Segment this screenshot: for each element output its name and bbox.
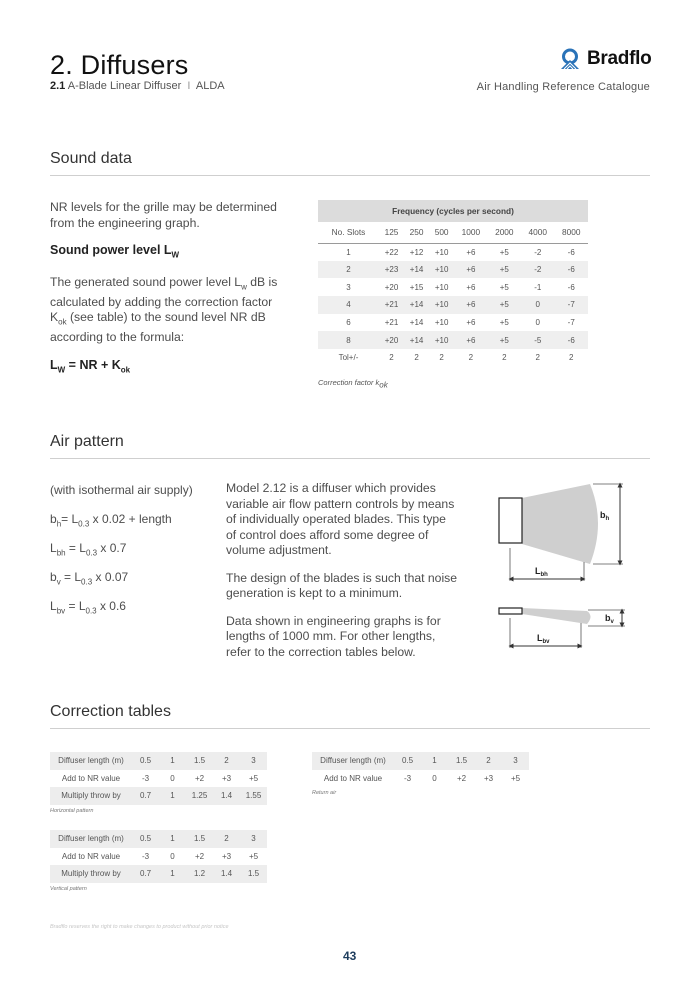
- vertical-pattern-block: [50, 830, 267, 892]
- vertical-caption: Vertical pattern: [50, 885, 87, 892]
- table-row: 1 +22 +12 +10 +6 +5 -2 -6: [346, 247, 575, 257]
- subtitle-code: ALDA: [195, 80, 225, 92]
- formula-lbv: $L_{bv} = L_{0.3}$ x 0.6: [50, 599, 126, 616]
- table-row: 6 +21 +14 +10 +6 +5 0 -7: [346, 318, 575, 328]
- page-number: 43: [343, 949, 357, 963]
- subtitle-number: 2.1: [50, 80, 66, 92]
- diffuser-face-icon: [499, 498, 522, 543]
- return-air-correction-table: [312, 752, 529, 787]
- table-row: 3 +20 +15 +10 +6 +5 -1 -6: [346, 282, 575, 292]
- diffuser-side-icon: [499, 608, 522, 614]
- horizontal-correction-table: [50, 752, 267, 805]
- table-caption: Correction factor $k_{ok}$: [318, 378, 388, 390]
- table-row: Add to NR value -3 0 +2 +3 +5: [61, 773, 259, 783]
- table-row: Add to NR value -3 0 +2 +3 +5: [323, 773, 521, 783]
- table-row: Add to NR value -3 0 +2 +3 +5: [61, 851, 259, 861]
- isothermal-note: (with isothermal air supply): [50, 483, 193, 497]
- air-paragraph-1: Model 2.12 is a diffuser which provides variable air flow pattern controls by means of individually operated blades. This type of control does afford some degree of volume adjustment.: [226, 481, 455, 557]
- section-heading-air-pattern: Air pattern: [50, 433, 650, 459]
- air-pattern-formulas: [50, 483, 193, 628]
- table-row: Multiply throw by 0.7 1 1.25 1.4 1.55: [50, 787, 267, 805]
- formula-lbh: $L_{bh} = L_{0.3}$ x 0.7: [50, 541, 127, 558]
- table-row: Diffuser length (m) 0.5 1 1.5 2 3: [50, 830, 267, 848]
- sound-text-block: [50, 200, 285, 390]
- table-row: Diffuser length (m) 0.5 1 1.5 2 3: [50, 752, 267, 770]
- disclaimer-footnote: Bradflo reserves the right to make changes to product without prior notice: [50, 924, 229, 930]
- brand-logo: [559, 48, 651, 70]
- section-heading-correction-tables: Correction tables: [50, 703, 650, 729]
- vertical-correction-table: [50, 830, 267, 883]
- table-row: Diffuser length (m) 0.5 1 1.5 2 3: [312, 752, 529, 770]
- page-subtitle: [50, 80, 225, 92]
- horizontal-pattern-block: [50, 752, 267, 814]
- return-air-caption: Return air: [312, 790, 337, 796]
- frequency-group-header: Frequency (cycles per second): [318, 200, 588, 222]
- sound-power-heading: Sound power level $L_W$: [50, 243, 180, 260]
- return-air-block: [312, 752, 529, 796]
- formula-bv: $b_v = L_{0.3}$ x 0.07: [50, 570, 129, 587]
- catalogue-title: Air Handling Reference Catalogue: [476, 81, 650, 93]
- bradflo-logo-icon: [559, 48, 581, 70]
- air-paragraph-2: The design of the blades is such that noise generation is kept to a minimum.: [226, 570, 458, 600]
- lbh-label: $L_{bh}$: [535, 566, 548, 578]
- table-header-row: No. Slots 125 250 500 1000 2000 4000 8000: [318, 222, 588, 243]
- formula-bh: $b_h= L_{0.3}$ x 0.02 + length: [50, 512, 172, 529]
- table-row: 8 +20 +14 +10 +6 +5 -5 -6: [318, 331, 588, 349]
- table-row-tolerance: Tol+/- 2 2 2 2 2 2 2: [338, 353, 574, 363]
- air-paragraph-3: Data shown in engineering graphs is for lengths of 1000 mm. For other lengths, refer to the correction tables below.: [226, 613, 441, 659]
- frequency-correction-table: [318, 200, 588, 367]
- table-row: 2 +23 +14 +10 +6 +5 -2 -6: [318, 261, 588, 279]
- subtitle-text: A-Blade Linear Diffuser: [67, 80, 182, 92]
- bh-label: $b_h$: [600, 510, 610, 522]
- lbv-label: $L_{bv}$: [537, 633, 550, 645]
- vertical-throw-shape: [522, 608, 591, 624]
- bv-label: $b_v$: [605, 613, 614, 625]
- air-pattern-description: [226, 481, 458, 672]
- sound-intro: NR levels for the grille may be determined from the engineering graph.: [50, 200, 277, 230]
- table-row: 4 +21 +14 +10 +6 +5 0 -7: [318, 296, 588, 314]
- subtitle-separator: I: [187, 80, 191, 92]
- horizontal-throw-shape: [522, 484, 598, 564]
- horizontal-caption: Horizontal pattern: [50, 807, 94, 814]
- sound-formula: $L_W$ = NR + $K_{ok}$: [50, 357, 131, 375]
- section-heading-sound-data: Sound data: [50, 150, 650, 176]
- sound-power-paragraph: The generated sound power level $L_w$ dB is calculated by adding the correction factor $K_{ok}$ (see table) to the sound level NR dB according to the formula:: [50, 275, 278, 345]
- air-pattern-diagram: [490, 478, 640, 653]
- table-row: Multiply throw by 0.7 1 1.2 1.4 1.5: [50, 865, 267, 883]
- brand-name: Bradflo: [587, 48, 652, 69]
- page-title: 2. Diffusers: [50, 50, 189, 80]
